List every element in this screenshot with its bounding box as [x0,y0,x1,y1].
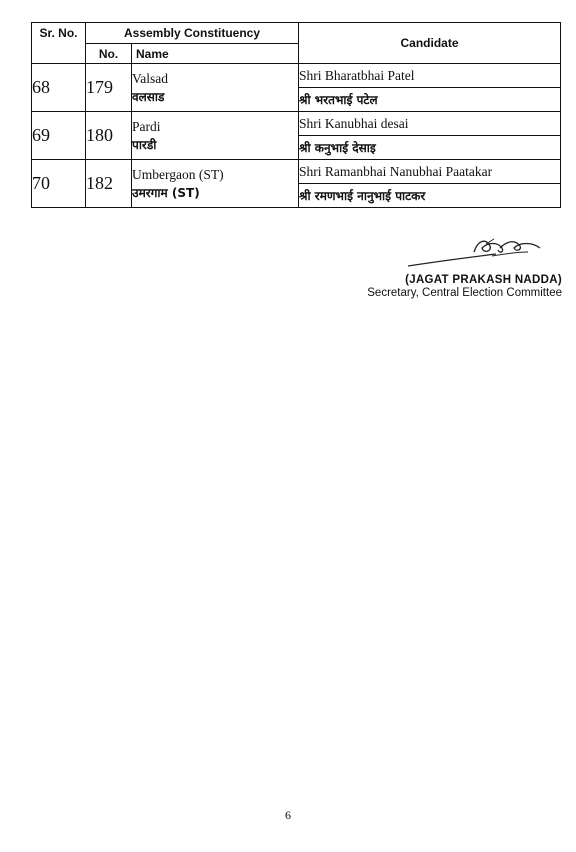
constituency-number: 180 [86,112,132,160]
signer-name: (JAGAT PRAKASH NADDA) [405,274,562,286]
sr-number: 70 [32,160,86,208]
candidate-name-english: Shri Bharatbhai Patel [299,64,561,88]
constituency-name-hindi: वलसाड [132,89,165,104]
candidate-name-hindi [299,136,561,160]
header-sr-no: Sr. No. [32,23,86,64]
sr-number: 68 [32,64,86,112]
signature-mark [404,236,544,270]
constituency-name-english: Pardi [132,118,161,134]
candidate-name-hindi [299,88,561,112]
table-row [32,64,561,88]
header-assembly-constituency: Assembly Constituency [86,23,299,44]
candidate-name-english: Shri Ramanbhai Nanubhai Paatakar [299,160,561,184]
table-row [32,160,561,184]
candidate-name-english: Shri Kanubhai desai [299,112,561,136]
header-candidate: Candidate [299,23,561,64]
signature-block [332,236,562,299]
table-row [32,112,561,136]
signer-title: Secretary, Central Election Committee [367,287,562,299]
candidate-name-hindi-text: श्री भरतभाई पटेल [299,93,378,107]
constituency-name [132,64,299,112]
header-name: Name [132,44,299,64]
sr-number: 69 [32,112,86,160]
constituency-number: 182 [86,160,132,208]
table-header-row [32,23,561,44]
constituency-name [132,160,299,208]
page-number: 6 [285,808,291,822]
constituency-name-hindi: उमरगाम (ST) [132,185,200,200]
candidate-table [31,22,561,208]
candidate-name-hindi-text: श्री कनुभाई देसाइ [299,141,376,155]
constituency-name [132,112,299,160]
candidate-name-hindi-text: श्री रमणभाई नानुभाई पाटकर [299,189,426,203]
constituency-number: 179 [86,64,132,112]
constituency-name-hindi: पारडी [132,137,157,152]
header-no: No. [86,44,132,64]
constituency-name-english: Valsad [132,70,168,86]
candidate-name-hindi [299,184,561,208]
constituency-name-english: Umbergaon (ST) [132,166,224,182]
